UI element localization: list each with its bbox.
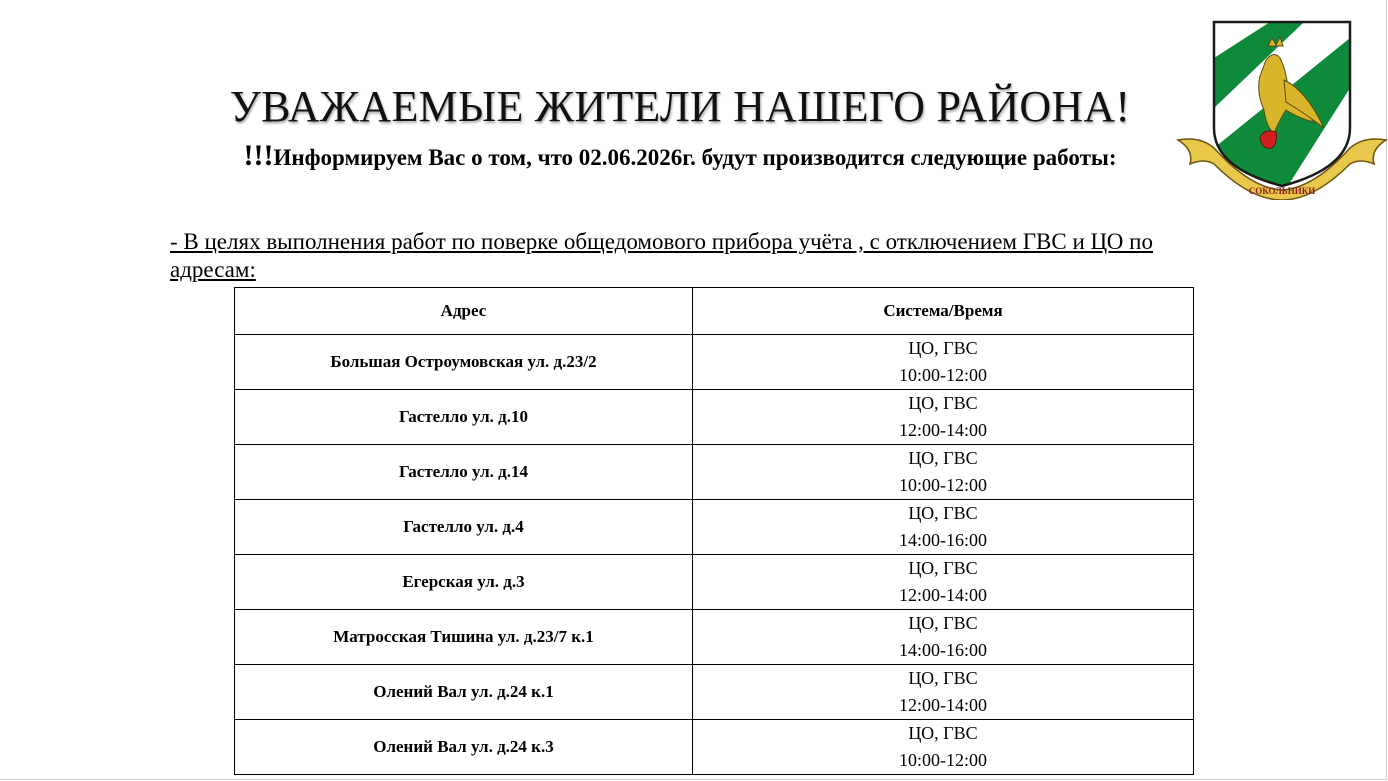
- system-value: ЦО, ГВС: [908, 393, 978, 413]
- address-cell: Гастелло ул. д.10: [235, 390, 693, 445]
- address-cell: Гастелло ул. д.4: [235, 500, 693, 555]
- address-cell: Большая Остроумовская ул. д.23/2: [235, 335, 693, 390]
- system-time-cell: [693, 390, 1194, 445]
- time-value: 14:00-16:00: [899, 640, 987, 660]
- address-cell: Егерская ул. д.3: [235, 555, 693, 610]
- system-value: ЦО, ГВС: [908, 668, 978, 688]
- column-header-system-time: Система/Время: [693, 288, 1194, 335]
- address-cell: Олений Вал ул. д.24 к.1: [235, 665, 693, 720]
- time-value: 10:00-12:00: [899, 365, 987, 385]
- time-value: 12:00-14:00: [899, 420, 987, 440]
- system-time-cell: [693, 335, 1194, 390]
- table-row: [235, 720, 1194, 775]
- system-value: ЦО, ГВС: [908, 723, 978, 743]
- system-time-cell: [693, 720, 1194, 775]
- system-value: ЦО, ГВС: [908, 503, 978, 523]
- table-row: [235, 335, 1194, 390]
- address-cell: Гастелло ул. д.14: [235, 445, 693, 500]
- table-row: [235, 555, 1194, 610]
- table-row: [235, 500, 1194, 555]
- time-value: 14:00-16:00: [899, 530, 987, 550]
- subtitle-exclamation: !!!: [243, 139, 274, 172]
- table-row: [235, 610, 1194, 665]
- announcement-subtitle: [150, 138, 1210, 176]
- time-value: 10:00-12:00: [899, 475, 987, 495]
- works-table: [234, 287, 1194, 775]
- intro-paragraph: - В целях выполнения работ по поверке общедомового прибора учёта , с отключением ГВС и ЦО по адресам:: [170, 229, 1153, 282]
- column-header-address: Адрес: [235, 288, 693, 335]
- time-value: 12:00-14:00: [899, 695, 987, 715]
- system-value: ЦО, ГВС: [908, 558, 978, 578]
- system-value: ЦО, ГВС: [908, 613, 978, 633]
- system-time-cell: [693, 610, 1194, 665]
- system-time-cell: [693, 665, 1194, 720]
- table-header-row: [235, 288, 1194, 335]
- table-row: [235, 445, 1194, 500]
- system-value: ЦО, ГВС: [908, 448, 978, 468]
- system-time-cell: [693, 555, 1194, 610]
- table-row: [235, 390, 1194, 445]
- subtitle-text: Информируем Вас о том, что 02.06.2026г. будут производится следующие работы:: [273, 145, 1117, 170]
- system-time-cell: [693, 500, 1194, 555]
- system-value: ЦО, ГВС: [908, 338, 978, 358]
- table-row: [235, 665, 1194, 720]
- page-title: УВАЖАЕМЫЕ ЖИТЕЛИ НАШЕГО РАЙОНА!: [229, 82, 1131, 131]
- address-cell: Матросская Тишина ул. д.23/7 к.1: [235, 610, 693, 665]
- system-time-cell: [693, 445, 1194, 500]
- time-value: 10:00-12:00: [899, 750, 987, 770]
- time-value: 12:00-14:00: [899, 585, 987, 605]
- emblem-ribbon-text: СОКОЛЬНИКИ: [1248, 186, 1316, 196]
- address-cell: Олений Вал ул. д.24 к.3: [235, 720, 693, 775]
